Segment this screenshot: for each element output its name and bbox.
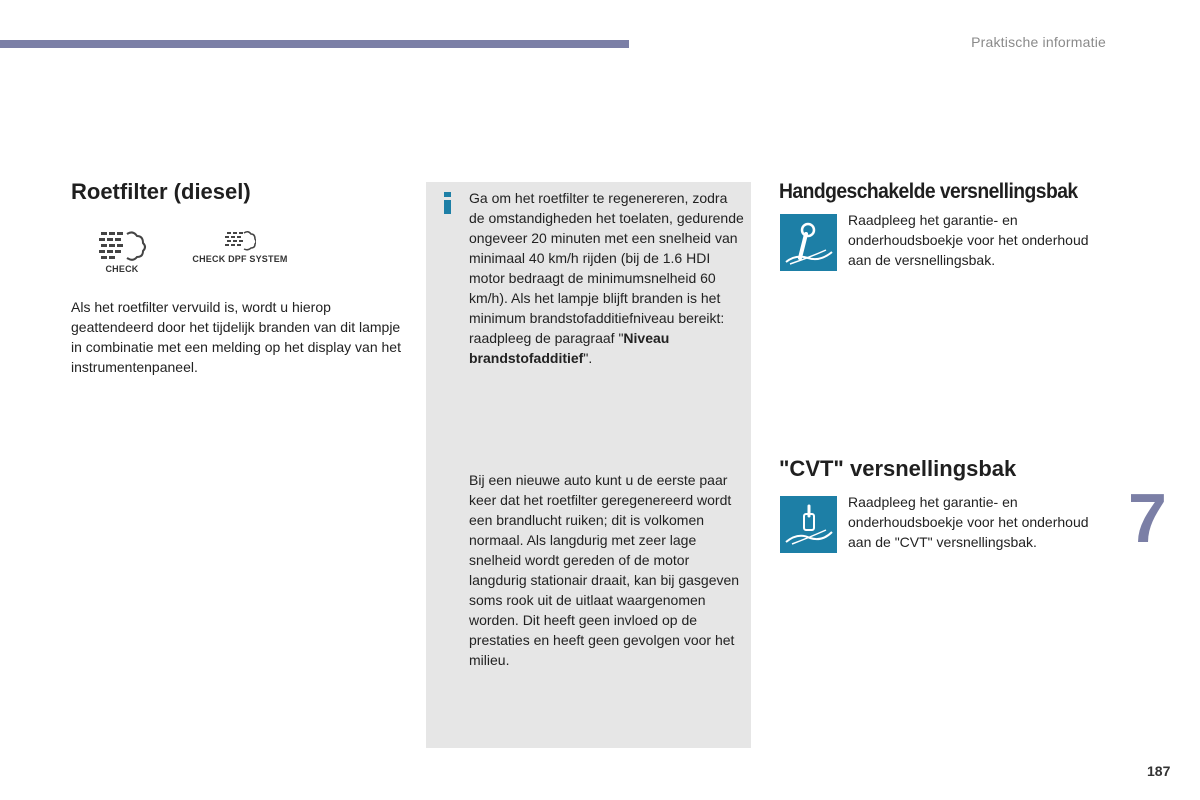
check-warning-lamp bbox=[96, 226, 148, 274]
header-bar bbox=[0, 40, 629, 48]
check-dpf-label: CHECK DPF SYSTEM bbox=[192, 254, 288, 264]
roetfilter-paragraph: Als het roetfilter vervuild is, wordt u hierop geattendeerd door het tijdelijk branden van dit lampje in combinatie met een melding op het display van het instrumentenpaneel. bbox=[71, 299, 401, 375]
cvt-gearbox-heading: "CVT" versnellingsbak bbox=[779, 456, 1017, 481]
info-paragraph-1-text: Ga om het roetfilter te regenereren, zodra de omstandigheden het toelaten, gedurende ongeveer 20 minuten met een snelheid van minimaal 40 km/h rijden (bij de 1.6 HDI motor bedraagt de minimumsnelheid 60 km/h). Als het lampje blijft branden is het minimum brandstofadditiefniveau bereikt: raadpleeg de paragraaf " bbox=[469, 190, 744, 346]
particle-filter-small-icon bbox=[224, 228, 256, 254]
section-title: Praktische informatie bbox=[971, 34, 1106, 50]
manual-gearbox-text: Raadpleeg het garantie- en onderhoudsboekje voor het onderhoud aan de versnellingsbak. bbox=[848, 212, 1089, 268]
info-paragraph-1-end: ". bbox=[583, 350, 593, 366]
info-paragraph-1-bold: Niveau brandstofadditief bbox=[469, 330, 670, 366]
check-dpf-warning-lamp bbox=[190, 228, 290, 264]
page-number: 187 bbox=[1147, 763, 1171, 779]
info-icon bbox=[441, 191, 455, 215]
cvt-gearbox-text: Raadpleeg het garantie- en onderhoudsboekje voor het onderhoud aan de "CVT" versnellingsbak. bbox=[848, 494, 1089, 550]
info-paragraph-1 bbox=[469, 188, 744, 368]
gear-lever-icon bbox=[780, 214, 837, 271]
info-paragraph-2: Bij een nieuwe auto kunt u de eerste paar keer dat het roetfilter geregenereerd wordt een brandlucht ruiken; dit is volkomen normaal. Als langdurig met zeer lage snelheid wordt gereden of de motor langdurig stationair draait, kan bij gasgeven soms rook uit de uitlaat waargenomen worden. Dit heeft geen invloed op de prestaties en heeft geen gevolgen voor het milieu. bbox=[469, 472, 740, 668]
roetfilter-heading: Roetfilter (diesel) bbox=[71, 179, 251, 204]
particle-filter-icon bbox=[97, 226, 147, 264]
chapter-number: 7 bbox=[1128, 479, 1167, 557]
check-label: CHECK bbox=[105, 264, 139, 274]
manual-gearbox-heading: Handgeschakelde versnellingsbak bbox=[779, 180, 1078, 203]
cvt-lever-icon bbox=[780, 496, 837, 553]
